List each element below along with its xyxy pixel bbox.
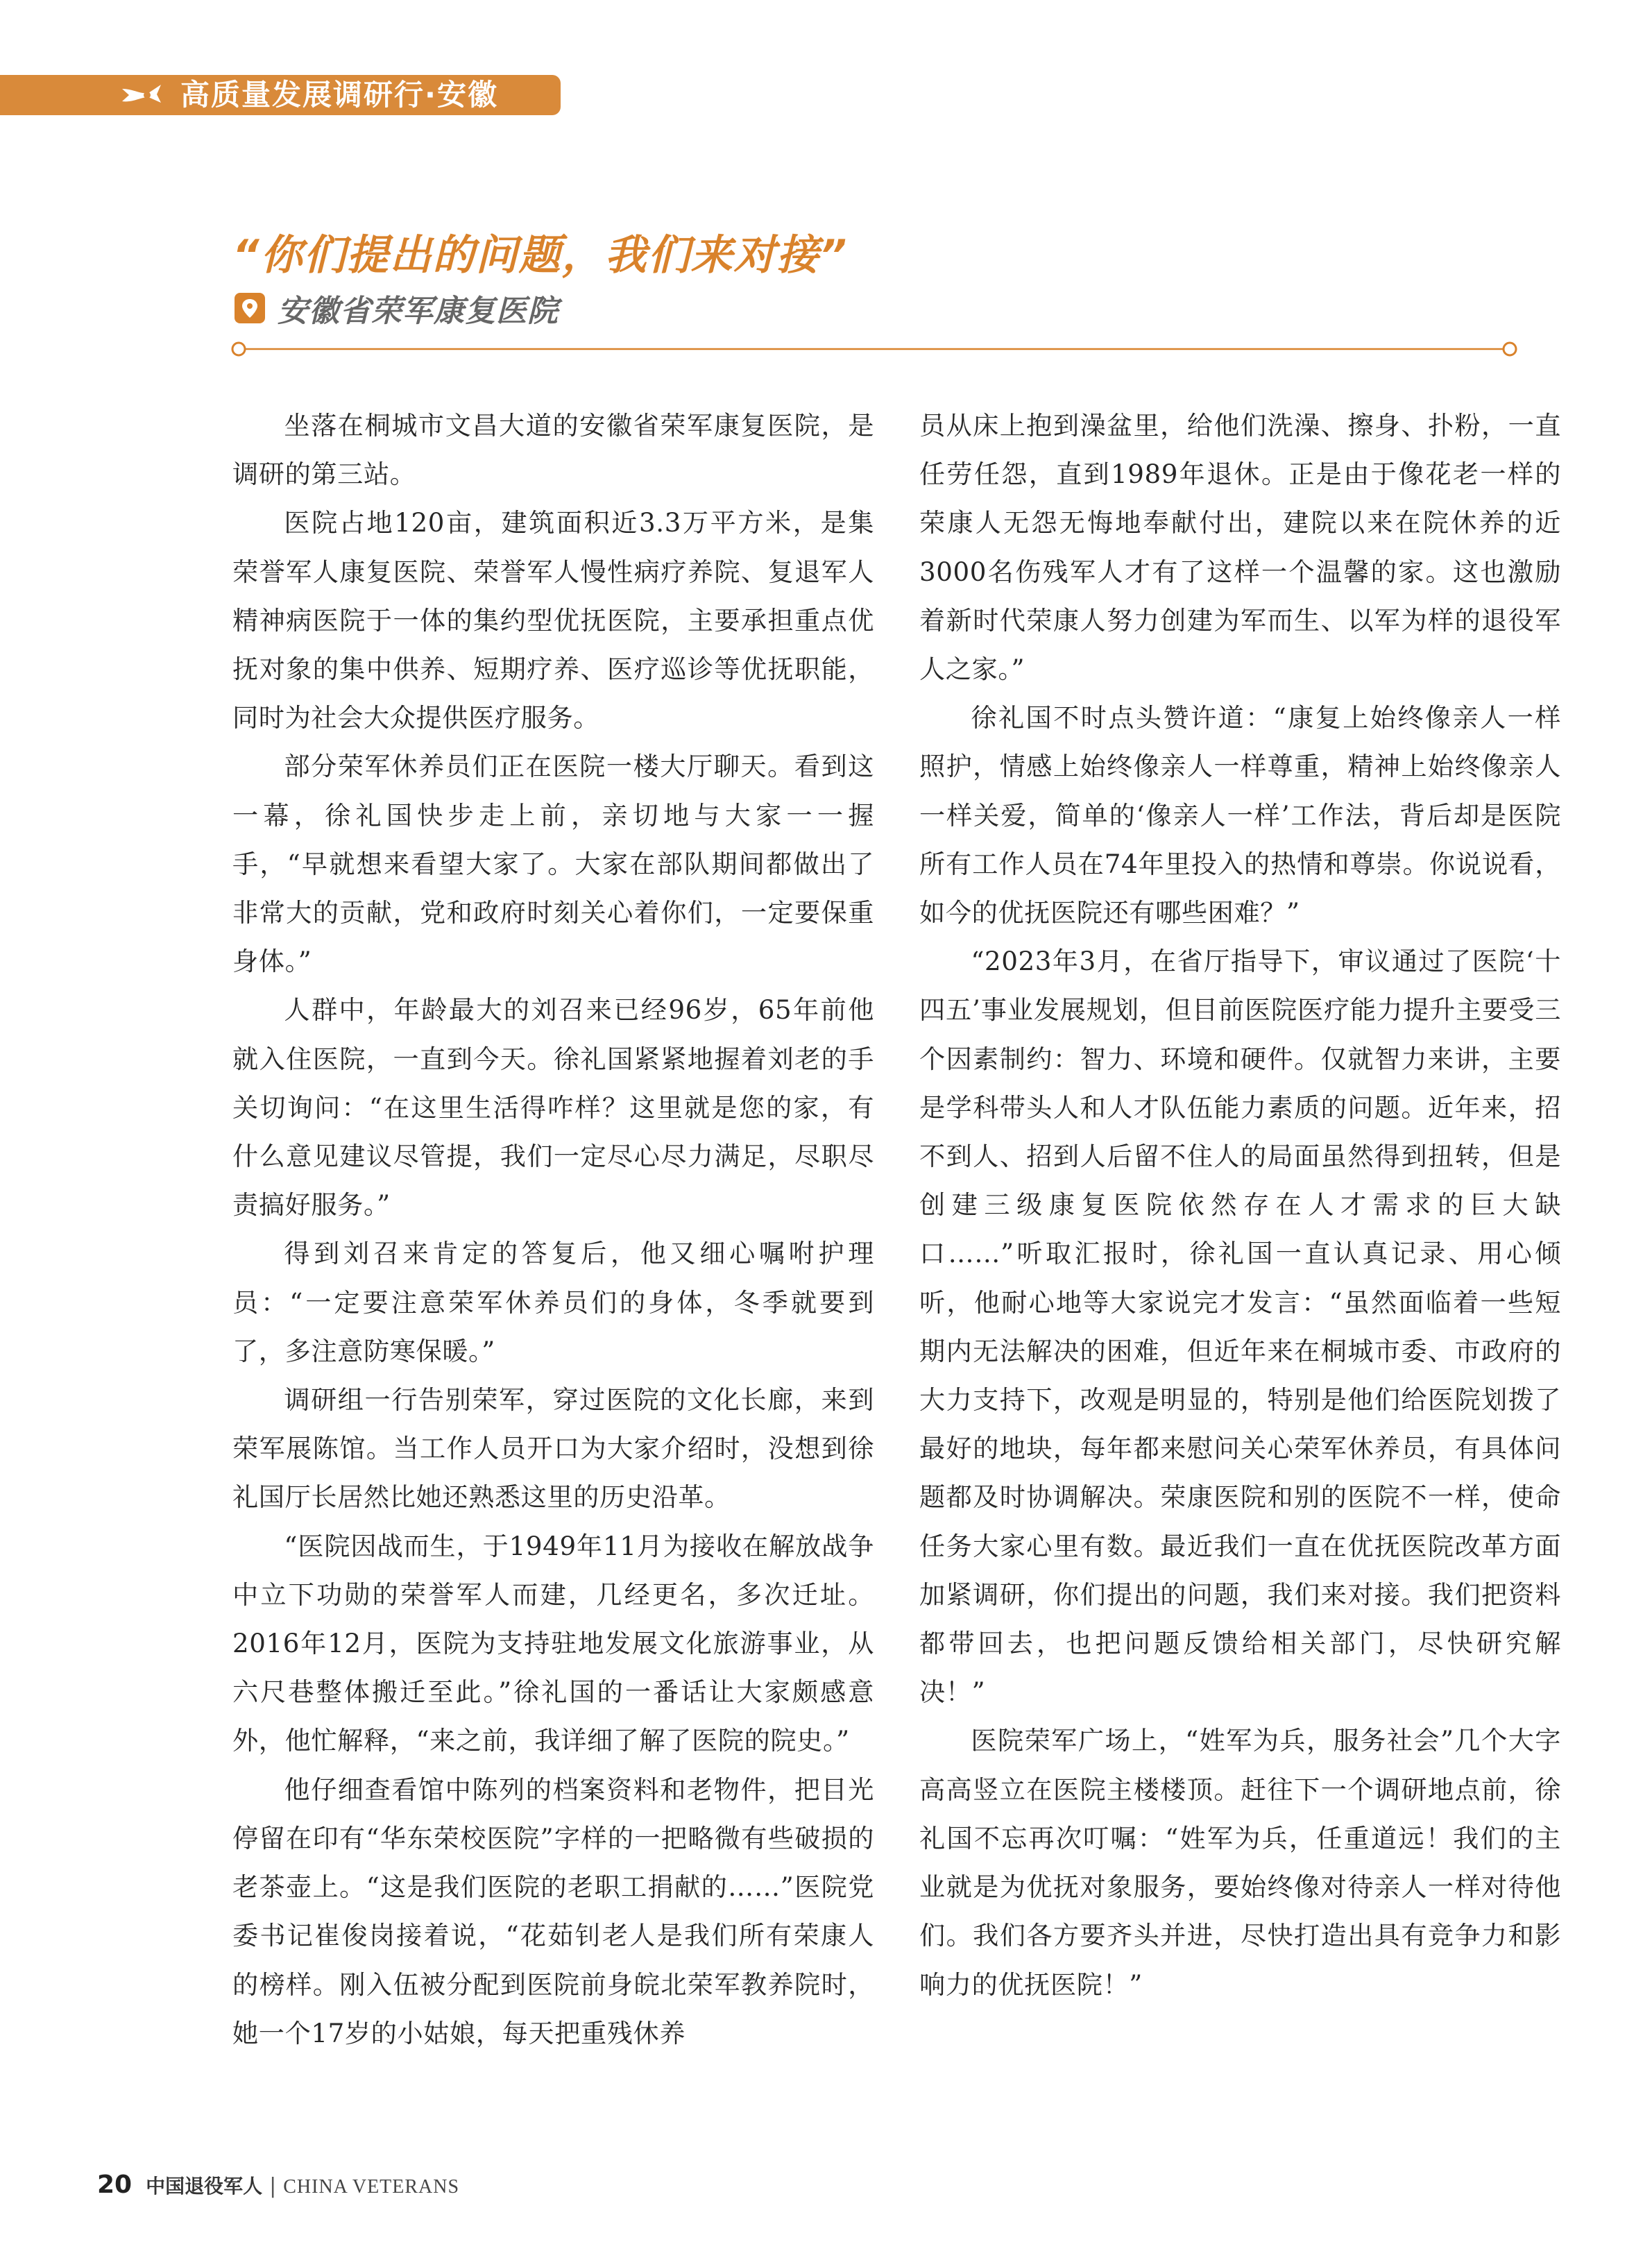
paragraph: 徐礼国不时点头赞许道：“康复上始终像亲人一样照护，情感上始终像亲人一样尊重，精神上始终像亲人一样关爱，简单的‘像亲人一样’工作法，背后却是医院所有工作人员在74年里投入的热情和尊崇。你说说看，如今的优抚医院还有哪些困难？”: [919, 702, 1561, 928]
paragraph: 他仔细查看馆中陈列的档案资料和老物件，把目光停留在印有“华东荣校医院”字样的一把略微有些破损的老茶壶上。“这是我们医院的老职工捐献的……”医院党委书记崔俊岗接着说，“花茹钊老人是我们所有荣康人的榜样。刚入伍被分配到医院前身皖北荣军教养院时，她一个17岁的小姑娘，每天把重残休养: [232, 1774, 874, 2048]
paragraph: 调研组一行告别荣军，穿过医院的文化长廊，来到荣军展陈馆。当工作人员开口为大家介绍时，没想到徐礼国厅长居然比她还熟悉这里的历史沿革。: [232, 1384, 874, 1513]
location-line: [235, 286, 559, 330]
footer-separator: |: [269, 2174, 277, 2198]
magazine-name-cn: 中国退役军人: [146, 2175, 263, 2198]
paragraph: 人群中，年龄最大的刘召来已经96岁，65年前他就入住医院，一直到今天。徐礼国紧紧地握着刘老的手关切询问：“在这里生活得咋样？这里就是您的家，有什么意见建议尽管提，我们一定尽心尽力满足，尽职尽责搞好服务。”: [232, 994, 874, 1221]
paragraph: 医院荣军广场上，“姓军为兵，服务社会”几个大字高高竖立在医院主楼楼顶。赶往下一个调研地点前，徐礼国不忘再次叮嘱：“姓军为兵，任重道远！我们的主业就是为优抚对象服务，要始终像对待亲人一样对待他们。我们各方要齐头并进，尽快打造出具有竞争力和影响力的优抚医院！”: [919, 1725, 1561, 2000]
paragraph: 部分荣军休养员们正在医院一楼大厅聊天。看到这一幕，徐礼国快步走上前，亲切地与大家一一握手，“早就想来看望大家了。大家在部队期间都做出了非常大的贡献，党和政府时刻关心着你们，一定要保重身体。”: [232, 751, 874, 977]
left-column: [232, 401, 874, 2057]
paragraph: 医院占地120亩，建筑面积近3.3万平方米，是集荣誉军人康复医院、荣誉军人慢性病疗养院、复退军人精神病医院于一体的集约型优抚医院，主要承担重点优抚对象的集中供养、短期疗养、医疗巡诊等优抚职能，同时为社会大众提供医疗服务。: [232, 507, 874, 733]
right-column: [919, 401, 1561, 2009]
paragraph: “2023年3月，在省厅指导下，审议通过了医院‘十四五’事业发展规划，但目前医院医疗能力提升主要受三个因素制约：智力、环境和硬件。仅就智力来讲，主要是学科带头人和人才队伍能力素质的问题。近年来，招不到人、招到人后留不住人的局面虽然得到扭转，但是创建三级康复医院依然存在人才需求的巨大缺口……”听取汇报时，徐礼国一直认真记录、用心倾听，他耐心地等大家说完才发言：“虽然面临着一些短期内无法解决的困难，但近年来在桐城市委、市政府的大力支持下，改观是明显的，特别是他们给医院划拨了最好的地块，每年都来慰问关心荣军休养员，有具体问题都及时协调解决。荣康医院和别的医院不一样，使命任务大家心里有数。最近我们一直在优抚医院改革方面加紧调研，你们提出的问题，我们来对接。我们把资料都带回去，也把问题反馈给相关部门，尽快研究解决！”: [919, 946, 1561, 1708]
map-pin-icon: [235, 293, 265, 323]
divider-line: [229, 339, 1519, 359]
paragraph-continued: 员从床上抱到澡盆里，给他们洗澡、擦身、扑粉，一直任劳任怨，直到1989年退休。正是由于像花老一样的荣康人无怨无悔地奉献付出，建院以来在院休养的近3000名伤残军人才有了这样一个温馨的家。这也激励着新时代荣康人努力创建为军而生、以军为样的退役军人之家。”: [919, 410, 1561, 685]
paragraph: 坐落在桐城市文昌大道的安徽省荣军康复医院，是调研的第三站。: [232, 410, 874, 490]
paragraph: 得到刘召来肯定的答复后，他又细心嘱咐护理员：“一定要注意荣军休养员们的身体，冬季就要到了，多注意防寒保暖。”: [232, 1238, 874, 1366]
location-name: 安徽省荣军康复医院: [278, 294, 559, 329]
plane-icon: [119, 79, 164, 111]
page-number: 20: [97, 2171, 133, 2199]
paragraph: “医院因战而生，于1949年11月为接收在解放战争中立下功勋的荣誉军人而建，几经更名，多次迁址。2016年12月，医院为支持驻地发展文化旅游事业，从六尺巷整体搬迁至此。”徐礼国的一番话让大家颇感意外，他忙解释，“来之前，我详细了解了医院的院史。”: [232, 1530, 874, 1756]
article-title: “你们提出的问题，我们来对接”: [232, 231, 849, 280]
section-title: 高质量发展调研行·安徽: [180, 78, 498, 112]
section-banner: [0, 75, 561, 115]
magazine-name-en: CHINA VETERANS: [283, 2176, 460, 2198]
page-footer: [97, 2171, 459, 2199]
